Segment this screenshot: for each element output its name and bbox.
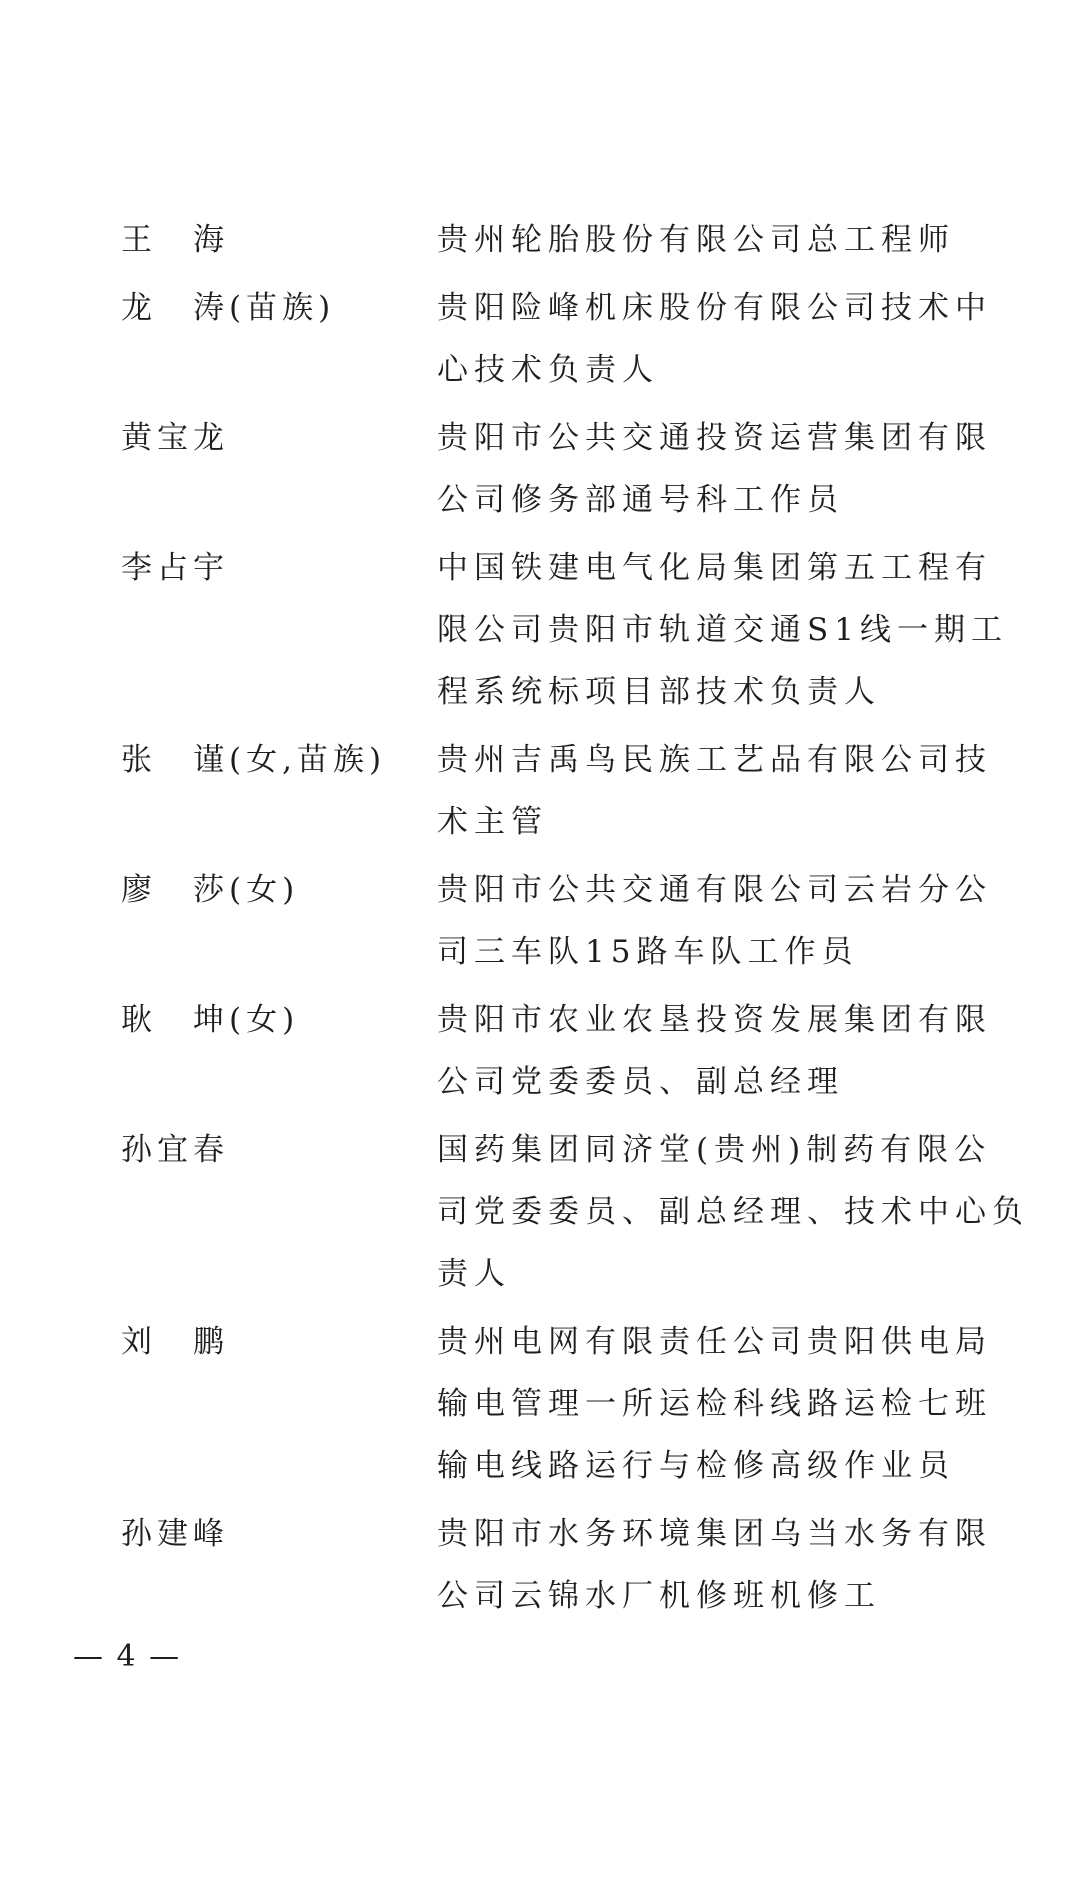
affiliation	[437, 537, 1021, 723]
awardee-list	[121, 209, 1029, 1633]
affiliation	[437, 407, 1021, 531]
affiliation	[437, 729, 1021, 853]
affiliation	[437, 1119, 1029, 1305]
entry-row	[121, 1311, 1021, 1497]
affiliation-line: 贵州吉禹鸟民族工艺品有限公司技	[437, 742, 992, 778]
affiliation-line: 贵阳市公共交通投资运营集团有限	[437, 420, 992, 456]
entry-row	[121, 209, 1021, 271]
affiliation-line: 心技术负责人	[437, 352, 659, 388]
person-name: 刘 鹏	[121, 1324, 229, 1360]
entry-row	[121, 1503, 1021, 1627]
person-name: 龙 涛(苗族)	[121, 290, 336, 326]
entry-row	[121, 729, 1021, 853]
person-name: 李占宇	[121, 550, 229, 586]
affiliation-line: 公司云锦水厂机修班机修工	[437, 1578, 881, 1614]
affiliation-line: 贵州轮胎股份有限公司总工程师	[437, 222, 955, 258]
affiliation-line: 国药集团同济堂(贵州)制药有限公	[437, 1132, 992, 1168]
person-name: 廖 莎(女)	[121, 872, 300, 908]
affiliation-line: 输电管理一所运检科线路运检七班	[437, 1386, 992, 1422]
person-name: 张 谨(女,苗族)	[121, 742, 387, 778]
entry-row	[121, 407, 1021, 531]
affiliation-line: 术主管	[437, 804, 548, 840]
entry-row	[121, 859, 1021, 983]
affiliation-line: 公司党委委员、副总经理	[437, 1064, 844, 1100]
person-name: 孙宜春	[121, 1132, 229, 1168]
affiliation-line: 贵阳市公共交通有限公司云岩分公	[437, 872, 992, 908]
affiliation-line: 司党委委员、副总经理、技术中心负	[437, 1194, 1029, 1230]
affiliation	[437, 1503, 1021, 1627]
affiliation-line: 贵州电网有限责任公司贵阳供电局	[437, 1324, 992, 1360]
affiliation	[437, 1311, 1021, 1497]
affiliation-line: 中国铁建电气化局集团第五工程有	[437, 550, 992, 586]
affiliation-line: 贵阳市农业农垦投资发展集团有限	[437, 1002, 992, 1038]
person-name: 耿 坤(女)	[121, 1002, 300, 1038]
affiliation	[437, 989, 1021, 1113]
person-name: 黄宝龙	[121, 420, 229, 456]
affiliation-line: 贵阳险峰机床股份有限公司技术中	[437, 290, 992, 326]
entry-row	[121, 537, 1021, 723]
entry-row	[121, 1119, 1029, 1305]
affiliation-line: 程系统标项目部技术负责人	[437, 674, 881, 710]
affiliation-line: 输电线路运行与检修高级作业员	[437, 1448, 955, 1484]
person-name: 王 海	[121, 222, 229, 258]
affiliation-line: 公司修务部通号科工作员	[437, 482, 844, 518]
entry-row	[121, 989, 1021, 1113]
affiliation-line: 限公司贵阳市轨道交通S1线一期工	[437, 612, 1008, 648]
affiliation	[437, 859, 1021, 983]
affiliation	[437, 209, 1021, 271]
page-number: — 4 —	[73, 1639, 182, 1674]
affiliation-line: 责人	[437, 1256, 511, 1292]
affiliation-line: 贵阳市水务环境集团乌当水务有限	[437, 1516, 992, 1552]
affiliation	[437, 277, 1021, 401]
person-name: 孙建峰	[121, 1516, 229, 1552]
affiliation-line: 司三车队15路车队工作员	[437, 934, 859, 970]
entry-row	[121, 277, 1021, 401]
